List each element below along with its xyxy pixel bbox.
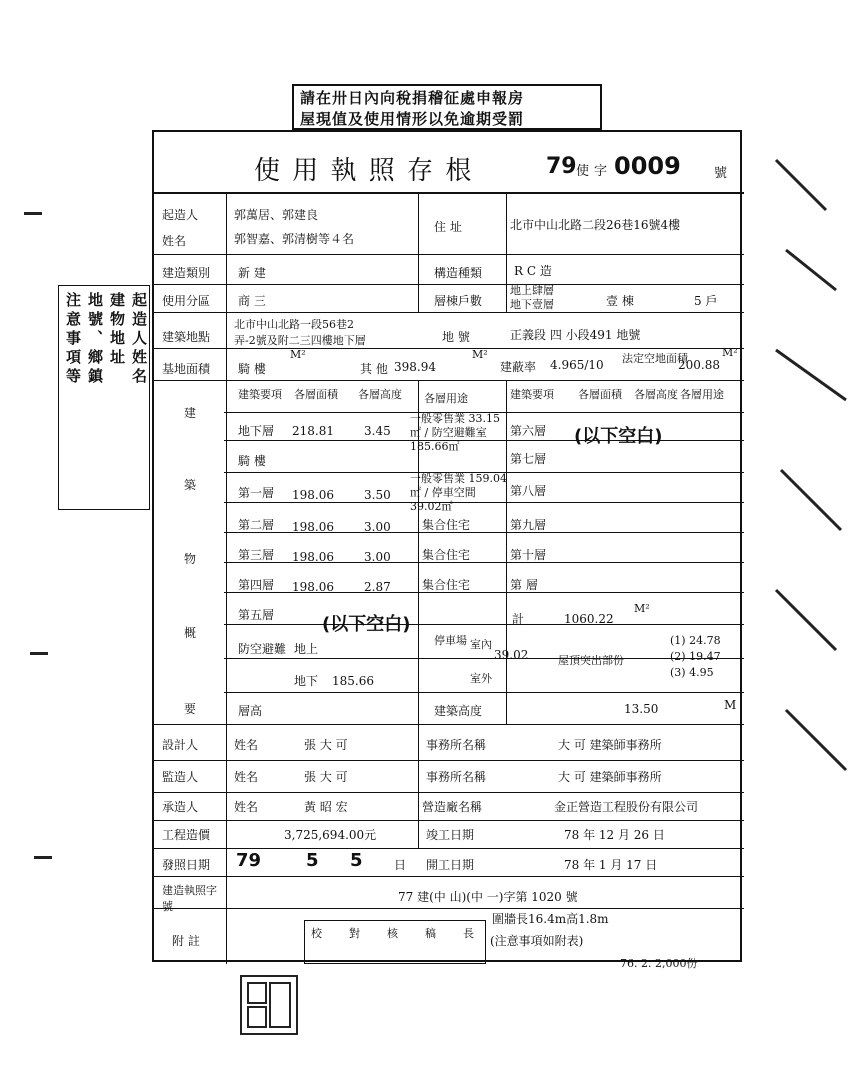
roof-value-3: (3) 4.95 <box>670 666 714 679</box>
designer-name: 張 大 可 <box>304 738 348 752</box>
col-area-right: 各層面積 <box>578 388 622 401</box>
right-floor-label: 第七層 <box>510 452 547 466</box>
floor-label: 第二層 <box>238 518 275 532</box>
finish-date-label: 竣工日期 <box>426 828 475 842</box>
other-label: 其 他 <box>360 362 388 376</box>
shelter-below: 地下 <box>294 674 319 688</box>
cost-value: 3,725,694.00元 <box>284 828 377 842</box>
left-edge-mark <box>24 212 42 215</box>
right-floor-label: 第十層 <box>510 548 547 562</box>
permit-form <box>152 130 742 962</box>
official-seal-icon <box>240 975 298 1035</box>
notice-line-2: 屋現值及使用情形以免逾期受罰 <box>300 110 525 128</box>
floor-use: 集合住宅 <box>422 578 471 592</box>
floors-label: 層棟戶數 <box>434 294 483 308</box>
builder-label: 起造人 <box>162 208 199 222</box>
shelter-label: 防空避難 <box>238 642 287 656</box>
permit-number: 0009 <box>614 152 681 180</box>
floor-height: 3.00 <box>364 520 391 534</box>
open-space-unit: M² <box>722 346 738 359</box>
parking-indoor-value: 39.02 <box>494 648 529 662</box>
buildings-count: 壹 棟 <box>606 294 634 308</box>
builder-names-1: 郭萬居、郭建良 <box>234 208 319 222</box>
col-use-right: 各層用途 <box>680 388 724 401</box>
floor-area: 218.81 <box>292 424 334 438</box>
stamp-col-1: 校 <box>311 927 322 940</box>
total-value: 1060.22 <box>564 612 614 626</box>
designer-label: 設計人 <box>162 738 199 752</box>
issue-year: 79 <box>236 850 262 871</box>
issue-month: 5 <box>306 850 319 871</box>
floor-label: 第三層 <box>238 548 275 562</box>
section-char-3: 物 <box>184 552 197 566</box>
notice-line-1: 請在卅日內向稅捐稽征處申報房 <box>300 89 525 107</box>
designer-firm: 大 可 建築師事務所 <box>558 738 662 752</box>
issue-day: 5 <box>350 850 363 871</box>
remarks-label: 附 註 <box>172 934 200 948</box>
issue-day-char: 日 <box>394 858 407 872</box>
zone-label: 使用分區 <box>162 294 211 308</box>
col-height-right: 各層高度 <box>634 388 678 401</box>
col-items-right: 建築要項 <box>510 388 554 401</box>
floor-use: 一般零售業 159.04㎡ / 停車空間 39.02㎡ <box>410 472 507 513</box>
below-blank-mark: (以下空白) <box>574 426 663 447</box>
roof-value-2: (2) 19.47 <box>670 650 721 663</box>
building-height-unit: M <box>724 698 737 712</box>
coverage-value: 4.965/10 <box>550 358 604 372</box>
floor-height: 2.87 <box>364 580 391 594</box>
section-char-1: 建 <box>184 406 197 420</box>
side-note-col-2: 地號、鄉鎮 <box>86 292 104 387</box>
parking-outdoor-label: 室外 <box>470 672 492 685</box>
side-note-col-3: 建物地址 <box>108 292 126 368</box>
left-edge-mark <box>30 652 48 655</box>
floor-area: 198.06 <box>292 580 334 594</box>
zone-value: 商 三 <box>238 294 266 308</box>
total-label: 計 <box>512 612 525 626</box>
stamp-col-3: 核 <box>387 927 398 940</box>
open-space-value: 200.88 <box>678 358 720 372</box>
floor-height: 3.50 <box>364 488 391 502</box>
right-floor-label: 第九層 <box>510 518 547 532</box>
attached-note: (注意事項如附表) <box>490 934 584 948</box>
permit-text: 77 建(中 山)(中 一)字第 1020 號 <box>398 890 578 904</box>
parking-label: 停車場 <box>434 634 467 647</box>
floor-label: 騎 樓 <box>238 454 266 468</box>
permit-type-char: 使 <box>576 164 590 179</box>
parking-indoor-label: 室內 <box>470 638 492 651</box>
building-height-value: 13.50 <box>624 702 659 716</box>
arcade-unit: M² <box>290 348 306 361</box>
right-floor-label: 第八層 <box>510 484 547 498</box>
issue-date-label: 發照日期 <box>162 858 211 872</box>
contractor-name: 黃 昭 宏 <box>304 800 348 814</box>
left-edge-mark <box>34 856 52 859</box>
stamp-col-4: 稿 <box>425 927 436 940</box>
floor-use: 集合住宅 <box>422 548 471 562</box>
floor-label: 地下層 <box>238 424 275 438</box>
other-value: 398.94 <box>394 360 436 374</box>
floor-area: 198.06 <box>292 488 334 502</box>
floor-label: 第四層 <box>238 578 275 592</box>
print-run: 76. 2. 2,000份 <box>620 957 698 970</box>
units-count: 5 戶 <box>694 294 718 308</box>
supervisor-name: 張 大 可 <box>304 770 348 784</box>
contractor-company-label: 營造廠名稱 <box>422 800 483 814</box>
col-use: 各層用途 <box>424 392 468 405</box>
side-note-box <box>58 285 150 510</box>
other-unit: M² <box>472 348 488 361</box>
site-line-2: 弄-2號及附二三四樓地下層 <box>234 334 366 347</box>
floor-height: 3.45 <box>364 424 391 438</box>
lot-label: 地 號 <box>442 330 470 344</box>
section-char-5: 要 <box>184 702 197 716</box>
floors-above: 地上肆層 <box>510 284 554 297</box>
floor-use: 一般零售業 33.15㎡ / 防空避難室 185.66㎡ <box>410 412 500 453</box>
section-char-4: 概 <box>184 626 197 640</box>
supervisor-name-label: 姓名 <box>234 770 259 784</box>
permit-suffix: 號 <box>714 166 728 181</box>
floor-label: 第五層 <box>238 608 275 622</box>
supervisor-firm-label: 事務所名稱 <box>426 770 487 784</box>
designer-firm-label: 事務所名稱 <box>426 738 487 752</box>
name-label: 姓名 <box>162 234 187 248</box>
right-edge-stamp-marks <box>766 150 856 870</box>
stamp-col-5: 長 <box>463 927 474 940</box>
floor-height-label: 層高 <box>238 704 263 718</box>
total-unit: M² <box>634 602 650 615</box>
floor-label: 第一層 <box>238 486 275 500</box>
floor-height: 3.00 <box>364 550 391 564</box>
floor-use: 集合住宅 <box>422 518 471 532</box>
fence-note: 圍牆長16.4m高1.8m <box>492 912 609 926</box>
start-date-value: 78 年 1 月 17 日 <box>564 858 658 872</box>
section-char-2: 築 <box>184 478 197 492</box>
build-type-label: 建造類別 <box>162 266 211 280</box>
col-items: 建築要項 <box>238 388 282 401</box>
roof-value-1: (1) 24.78 <box>670 634 721 647</box>
contractor-name-label: 姓名 <box>234 800 259 814</box>
address-label: 住 址 <box>434 220 462 234</box>
form-title: 使 用 執 照 存 根 <box>254 156 474 186</box>
roof-label: 屋頂突出部份 <box>558 654 624 667</box>
shelter-value: 185.66 <box>332 674 374 688</box>
permit-year: 79 <box>546 154 577 179</box>
col-area: 各層面積 <box>294 388 338 401</box>
col-height: 各層高度 <box>358 388 402 401</box>
tax-notice-box <box>292 84 602 130</box>
open-space-label: 法定空地面積 <box>622 352 688 365</box>
contractor-label: 承造人 <box>162 800 199 814</box>
review-stamp-strip <box>304 920 486 964</box>
base-area-label: 基地面積 <box>162 362 211 376</box>
below-blank-mark-2: (以下空白) <box>322 614 411 635</box>
floor-area: 198.06 <box>292 520 334 534</box>
designer-name-label: 姓名 <box>234 738 259 752</box>
build-type-value: 新 建 <box>238 266 266 280</box>
structure-value: R C 造 <box>514 264 552 278</box>
supervisor-firm: 大 可 建築師事務所 <box>558 770 662 784</box>
permit-label: 建造執照字號 <box>162 884 217 913</box>
shelter-above: 地上 <box>294 642 319 656</box>
site-line-1: 北市中山北路一段56巷2 <box>234 318 354 331</box>
builder-names-2: 郭智嘉、郭清樹等４名 <box>234 232 355 246</box>
right-floor-label: 第 層 <box>510 578 538 592</box>
supervisor-label: 監造人 <box>162 770 199 784</box>
site-label: 建築地點 <box>162 330 211 344</box>
finish-date-value: 78 年 12 月 26 日 <box>564 828 665 842</box>
floor-area: 198.06 <box>292 550 334 564</box>
structure-label: 構造種類 <box>434 266 483 280</box>
lot-value: 正義段 四 小段491 地號 <box>510 328 641 342</box>
start-date-label: 開工日期 <box>426 858 475 872</box>
address-value: 北市中山北路二段26巷16號4樓 <box>510 218 681 232</box>
side-note-col-4: 起造人姓名 <box>130 292 148 387</box>
cost-label: 工程造價 <box>162 828 211 842</box>
arcade-label: 騎 樓 <box>238 362 266 376</box>
building-height-label: 建築高度 <box>434 704 483 718</box>
floors-below: 地下壹層 <box>510 298 554 311</box>
stamp-col-2: 對 <box>349 927 360 940</box>
contractor-company: 金正營造工程股份有限公司 <box>554 800 699 814</box>
permit-word-char: 字 <box>594 164 608 179</box>
side-note-col-1: 注意事項等 <box>64 292 82 387</box>
right-floor-label: 第六層 <box>510 424 547 438</box>
coverage-label: 建蔽率 <box>500 360 537 374</box>
